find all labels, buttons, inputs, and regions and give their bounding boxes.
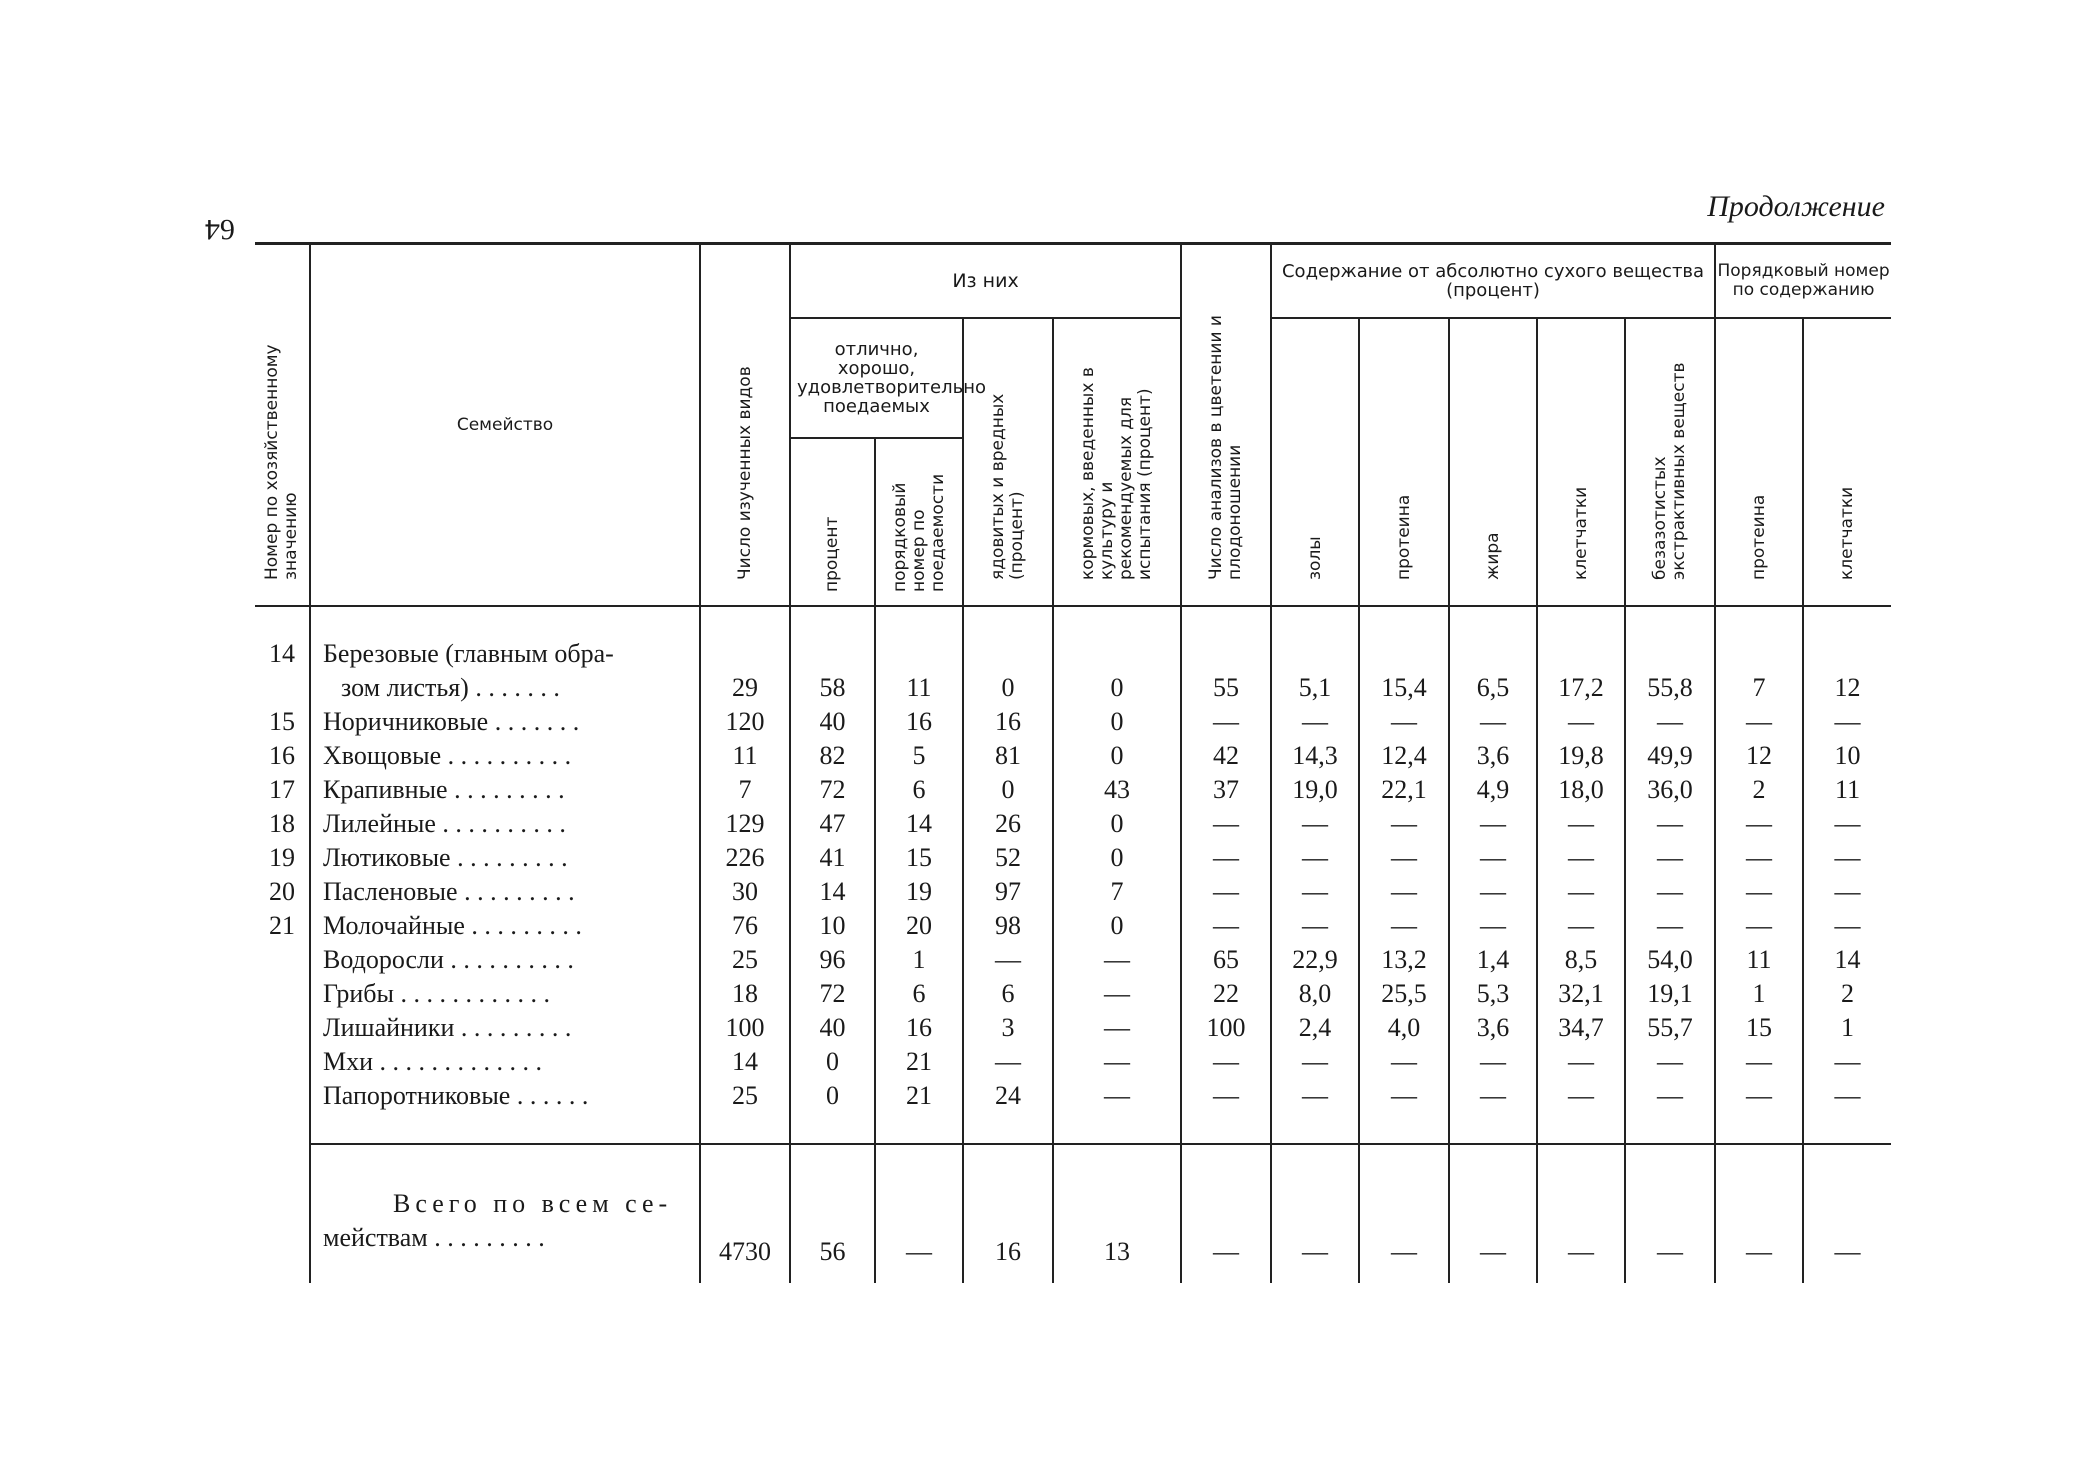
table-row (255, 705, 1891, 739)
header-species-count: Число изученных видов (700, 244, 790, 607)
cell-r-protein: — (1715, 1079, 1803, 1113)
cell-r-fiber: — (1803, 1079, 1891, 1113)
total-r-protein: — (1715, 1144, 1803, 1283)
cell-protein: 25,5 (1359, 977, 1449, 1011)
cell-fiber: 19,8 (1537, 739, 1625, 773)
row-number: 21 (255, 909, 310, 943)
cell-nfe: 49,9 (1625, 739, 1715, 773)
cell-cult: — (1053, 1011, 1181, 1045)
cell-poison: 0 (963, 773, 1053, 807)
cell-r-fiber: 14 (1803, 943, 1891, 977)
header-family: Семейство (310, 244, 700, 607)
cell-pct: 40 (790, 705, 875, 739)
cell-cult: 0 (1053, 807, 1181, 841)
cell-cult: 0 (1053, 739, 1181, 773)
family-name: Крапивные . . . . . . . . . (310, 773, 700, 807)
family-name: Мхи . . . . . . . . . . . . . (310, 1045, 700, 1079)
cell-fiber: — (1537, 1045, 1625, 1079)
family-name: Норичниковые . . . . . . . (310, 705, 700, 739)
cell-r-protein: 12 (1715, 739, 1803, 773)
total-rank: — (875, 1144, 963, 1283)
header-content-group: Содержание от абсолютно сухого вещества (процент) (1271, 244, 1715, 319)
cell-nfe: — (1625, 909, 1715, 943)
cell-analyses: — (1181, 875, 1271, 909)
cell-protein: — (1359, 1045, 1449, 1079)
cell-poison: 81 (963, 739, 1053, 773)
cell-cult: 0 (1053, 705, 1181, 739)
table-row (255, 909, 1891, 943)
cell-protein: — (1359, 705, 1449, 739)
total-analyses: — (1181, 1144, 1271, 1283)
cell-poison: 98 (963, 909, 1053, 943)
cell-rank: 16 (875, 1011, 963, 1045)
cell-fiber: 17,2 (1537, 606, 1625, 705)
cell-poison: — (963, 943, 1053, 977)
header-analyses: Число анализов в цветении и плодоношении (1181, 244, 1271, 607)
cell-analyses: 37 (1181, 773, 1271, 807)
cell-poison: 16 (963, 705, 1053, 739)
cell-r-fiber: 1 (1803, 1011, 1891, 1045)
cell-rank: 6 (875, 773, 963, 807)
cell-species: 76 (700, 909, 790, 943)
header-of-them: Из них (790, 244, 1181, 319)
cell-r-protein: 7 (1715, 606, 1803, 705)
table-row (255, 841, 1891, 875)
table-row (255, 977, 1891, 1011)
cell-protein: 4,0 (1359, 1011, 1449, 1045)
cell-analyses: 100 (1181, 1011, 1271, 1045)
cell-poison: 24 (963, 1079, 1053, 1113)
total-species: 4730 (700, 1144, 790, 1283)
cell-poison: 26 (963, 807, 1053, 841)
cell-protein: — (1359, 1079, 1449, 1113)
cell-pct: 40 (790, 1011, 875, 1045)
cell-cult: 43 (1053, 773, 1181, 807)
cell-analyses: — (1181, 1045, 1271, 1079)
cell-fat: 5,3 (1449, 977, 1537, 1011)
cell-species: 226 (700, 841, 790, 875)
cell-poison: — (963, 1045, 1053, 1079)
cell-fat: — (1449, 1045, 1537, 1079)
cell-fat: — (1449, 1079, 1537, 1113)
header-rank-content-group: Порядковый номер по содержанию (1715, 244, 1891, 319)
header-poisonous: ядовитых и вредных (процент) (963, 318, 1053, 606)
cell-pct: 0 (790, 1045, 875, 1079)
total-ash: — (1271, 1144, 1359, 1283)
cell-rank: 16 (875, 705, 963, 739)
cell-analyses: — (1181, 909, 1271, 943)
cell-fiber: 18,0 (1537, 773, 1625, 807)
cell-ash: — (1271, 909, 1359, 943)
cell-species: 25 (700, 1079, 790, 1113)
cell-ash: 19,0 (1271, 773, 1359, 807)
cell-rank: 11 (875, 606, 963, 705)
table-row (255, 1079, 1891, 1113)
cell-fat: 4,9 (1449, 773, 1537, 807)
header-rank-fiber: клетчатки (1803, 318, 1891, 606)
cell-ash: 5,1 (1271, 606, 1359, 705)
cell-cult: — (1053, 977, 1181, 1011)
cell-analyses: — (1181, 1079, 1271, 1113)
cell-protein: — (1359, 909, 1449, 943)
cell-species: 29 (700, 606, 790, 705)
cell-analyses: 55 (1181, 606, 1271, 705)
cell-pct: 10 (790, 909, 875, 943)
cell-r-protein: 11 (1715, 943, 1803, 977)
family-name-line2: зом листья) . . . . . . . (341, 673, 560, 702)
table-row (255, 739, 1891, 773)
page-number: 64 (205, 213, 235, 246)
continuation-label: Продолжение (1707, 190, 1885, 223)
cell-fiber: 34,7 (1537, 1011, 1625, 1045)
cell-ash: 8,0 (1271, 977, 1359, 1011)
table-body (255, 606, 1891, 1283)
family-name-line1: Березовые (главным обра- (323, 639, 614, 668)
table-row (255, 606, 1891, 705)
cell-fat: 3,6 (1449, 739, 1537, 773)
total-fat: — (1449, 1144, 1537, 1283)
row-number: 15 (255, 705, 310, 739)
cell-nfe: — (1625, 875, 1715, 909)
total-nfe: — (1625, 1144, 1715, 1283)
cell-species: 25 (700, 943, 790, 977)
cell-fat: 6,5 (1449, 606, 1537, 705)
cell-cult: 0 (1053, 841, 1181, 875)
total-label-line2: мействам . . . . . . . . . (323, 1223, 545, 1252)
cell-ash: 22,9 (1271, 943, 1359, 977)
table-row (255, 1045, 1891, 1079)
cell-fiber: — (1537, 841, 1625, 875)
cell-ash: 2,4 (1271, 1011, 1359, 1045)
cell-analyses: — (1181, 705, 1271, 739)
cell-poison: 6 (963, 977, 1053, 1011)
cell-fiber: — (1537, 705, 1625, 739)
cell-r-protein: — (1715, 909, 1803, 943)
row-number: 18 (255, 807, 310, 841)
cell-species: 18 (700, 977, 790, 1011)
cell-rank: 21 (875, 1079, 963, 1113)
cell-rank: 15 (875, 841, 963, 875)
cell-r-protein: 1 (1715, 977, 1803, 1011)
header-fat: жира (1449, 318, 1537, 606)
family-name: Хвощовые . . . . . . . . . . (310, 739, 700, 773)
cell-rank: 5 (875, 739, 963, 773)
cell-nfe: — (1625, 807, 1715, 841)
cell-r-fiber: — (1803, 909, 1891, 943)
total-cult: 13 (1053, 1144, 1181, 1283)
cell-r-protein: — (1715, 807, 1803, 841)
header-percent: процент (790, 438, 875, 606)
cell-pct: 72 (790, 977, 875, 1011)
cell-rank: 14 (875, 807, 963, 841)
cell-ash: — (1271, 705, 1359, 739)
cell-fiber: 8,5 (1537, 943, 1625, 977)
cell-nfe: 54,0 (1625, 943, 1715, 977)
row-number (255, 1011, 310, 1045)
header-rank-economic: Номер по хозяйственному значению (255, 244, 310, 607)
row-number (255, 1079, 310, 1113)
cell-r-fiber: 10 (1803, 739, 1891, 773)
row-number (255, 977, 310, 1011)
header-rank-palatability: порядковый номер по поедаемости (875, 438, 963, 606)
cell-fiber: — (1537, 909, 1625, 943)
cell-pct: 82 (790, 739, 875, 773)
cell-analyses: 65 (1181, 943, 1271, 977)
cell-species: 120 (700, 705, 790, 739)
header-eaten-group: отлично, хорошо, удовлетворительно поедаемых (790, 318, 963, 438)
cell-fat: — (1449, 909, 1537, 943)
cell-ash: 14,3 (1271, 739, 1359, 773)
table-row (255, 1011, 1891, 1045)
cell-fat: 1,4 (1449, 943, 1537, 977)
cell-nfe: — (1625, 1045, 1715, 1079)
total-row (255, 1144, 1891, 1283)
total-r-fiber: — (1803, 1144, 1891, 1283)
family-name (310, 606, 700, 705)
cell-protein: — (1359, 841, 1449, 875)
total-fiber: — (1537, 1144, 1625, 1283)
cell-rank: 6 (875, 977, 963, 1011)
cell-r-fiber: — (1803, 705, 1891, 739)
family-name: Лютиковые . . . . . . . . . (310, 841, 700, 875)
cell-cult: — (1053, 1045, 1181, 1079)
table-row (255, 875, 1891, 909)
cell-nfe: 19,1 (1625, 977, 1715, 1011)
cell-pct: 41 (790, 841, 875, 875)
cell-r-protein: — (1715, 1045, 1803, 1079)
cell-ash: — (1271, 807, 1359, 841)
data-table (255, 242, 1891, 1283)
cell-nfe: 55,8 (1625, 606, 1715, 705)
cell-species: 14 (700, 1045, 790, 1079)
row-number (255, 943, 310, 977)
cell-poison: 97 (963, 875, 1053, 909)
table-row (255, 943, 1891, 977)
cell-rank: 21 (875, 1045, 963, 1079)
cell-protein: 13,2 (1359, 943, 1449, 977)
cell-poison: 0 (963, 606, 1053, 705)
cell-analyses: — (1181, 807, 1271, 841)
cell-cult: 7 (1053, 875, 1181, 909)
cell-nfe: — (1625, 841, 1715, 875)
cell-protein: — (1359, 807, 1449, 841)
row-number: 20 (255, 875, 310, 909)
header-rank-protein: протеина (1715, 318, 1803, 606)
row-number: 14 (255, 606, 310, 705)
cell-species: 7 (700, 773, 790, 807)
family-name: Лишайники . . . . . . . . . (310, 1011, 700, 1045)
spacer-row (255, 1113, 1891, 1144)
cell-r-protein: — (1715, 875, 1803, 909)
cell-cult: — (1053, 943, 1181, 977)
cell-r-fiber: — (1803, 1045, 1891, 1079)
cell-r-protein: — (1715, 705, 1803, 739)
family-name: Папоротниковые . . . . . . (310, 1079, 700, 1113)
table-row (255, 807, 1891, 841)
cell-fiber: — (1537, 807, 1625, 841)
header-nfe: безазотистых экстрактивных веществ (1625, 318, 1715, 606)
cell-nfe: — (1625, 705, 1715, 739)
cell-r-fiber: 12 (1803, 606, 1891, 705)
cell-rank: 1 (875, 943, 963, 977)
cell-r-fiber: — (1803, 807, 1891, 841)
cell-fat: — (1449, 875, 1537, 909)
cell-nfe: 55,7 (1625, 1011, 1715, 1045)
header-protein: протеина (1359, 318, 1449, 606)
cell-fat: 3,6 (1449, 1011, 1537, 1045)
table-row (255, 773, 1891, 807)
header-cultivated: кормовых, введенных в культуру и рекомендуемых для испытания (процент) (1053, 318, 1181, 606)
cell-pct: 14 (790, 875, 875, 909)
family-name: Молочайные . . . . . . . . . (310, 909, 700, 943)
total-protein: — (1359, 1144, 1449, 1283)
cell-fat: — (1449, 807, 1537, 841)
cell-species: 30 (700, 875, 790, 909)
cell-analyses: 22 (1181, 977, 1271, 1011)
family-name: Водоросли . . . . . . . . . . (310, 943, 700, 977)
cell-pct: 58 (790, 606, 875, 705)
total-label (310, 1144, 700, 1283)
cell-ash: — (1271, 1079, 1359, 1113)
cell-protein: 15,4 (1359, 606, 1449, 705)
cell-pct: 72 (790, 773, 875, 807)
cell-protein: 22,1 (1359, 773, 1449, 807)
family-name: Лилейные . . . . . . . . . . (310, 807, 700, 841)
cell-cult: 0 (1053, 606, 1181, 705)
cell-protein: — (1359, 875, 1449, 909)
cell-r-fiber: — (1803, 875, 1891, 909)
cell-ash: — (1271, 841, 1359, 875)
cell-fiber: — (1537, 1079, 1625, 1113)
cell-r-fiber: 11 (1803, 773, 1891, 807)
cell-species: 100 (700, 1011, 790, 1045)
total-pct: 56 (790, 1144, 875, 1283)
cell-cult: 0 (1053, 909, 1181, 943)
cell-r-fiber: 2 (1803, 977, 1891, 1011)
cell-fat: — (1449, 705, 1537, 739)
cell-r-protein: 15 (1715, 1011, 1803, 1045)
cell-fat: — (1449, 841, 1537, 875)
cell-cult: — (1053, 1079, 1181, 1113)
cell-pct: 0 (790, 1079, 875, 1113)
cell-poison: 52 (963, 841, 1053, 875)
cell-fiber: 32,1 (1537, 977, 1625, 1011)
cell-pct: 96 (790, 943, 875, 977)
cell-r-fiber: — (1803, 841, 1891, 875)
family-name: Грибы . . . . . . . . . . . . (310, 977, 700, 1011)
family-name: Пасленовые . . . . . . . . . (310, 875, 700, 909)
cell-nfe: — (1625, 1079, 1715, 1113)
cell-pct: 47 (790, 807, 875, 841)
cell-species: 129 (700, 807, 790, 841)
cell-species: 11 (700, 739, 790, 773)
cell-ash: — (1271, 875, 1359, 909)
cell-ash: — (1271, 1045, 1359, 1079)
row-number: 19 (255, 841, 310, 875)
header-fiber: клетчатки (1537, 318, 1625, 606)
cell-fiber: — (1537, 875, 1625, 909)
row-number: 16 (255, 739, 310, 773)
cell-protein: 12,4 (1359, 739, 1449, 773)
row-number: 17 (255, 773, 310, 807)
total-label-line1: Всего по всем се- (393, 1189, 673, 1218)
total-poison: 16 (963, 1144, 1053, 1283)
cell-r-protein: — (1715, 841, 1803, 875)
row-number (255, 1045, 310, 1079)
cell-poison: 3 (963, 1011, 1053, 1045)
cell-nfe: 36,0 (1625, 773, 1715, 807)
header-ash: золы (1271, 318, 1359, 606)
cell-analyses: — (1181, 841, 1271, 875)
cell-rank: 20 (875, 909, 963, 943)
cell-analyses: 42 (1181, 739, 1271, 773)
cell-r-protein: 2 (1715, 773, 1803, 807)
cell-rank: 19 (875, 875, 963, 909)
